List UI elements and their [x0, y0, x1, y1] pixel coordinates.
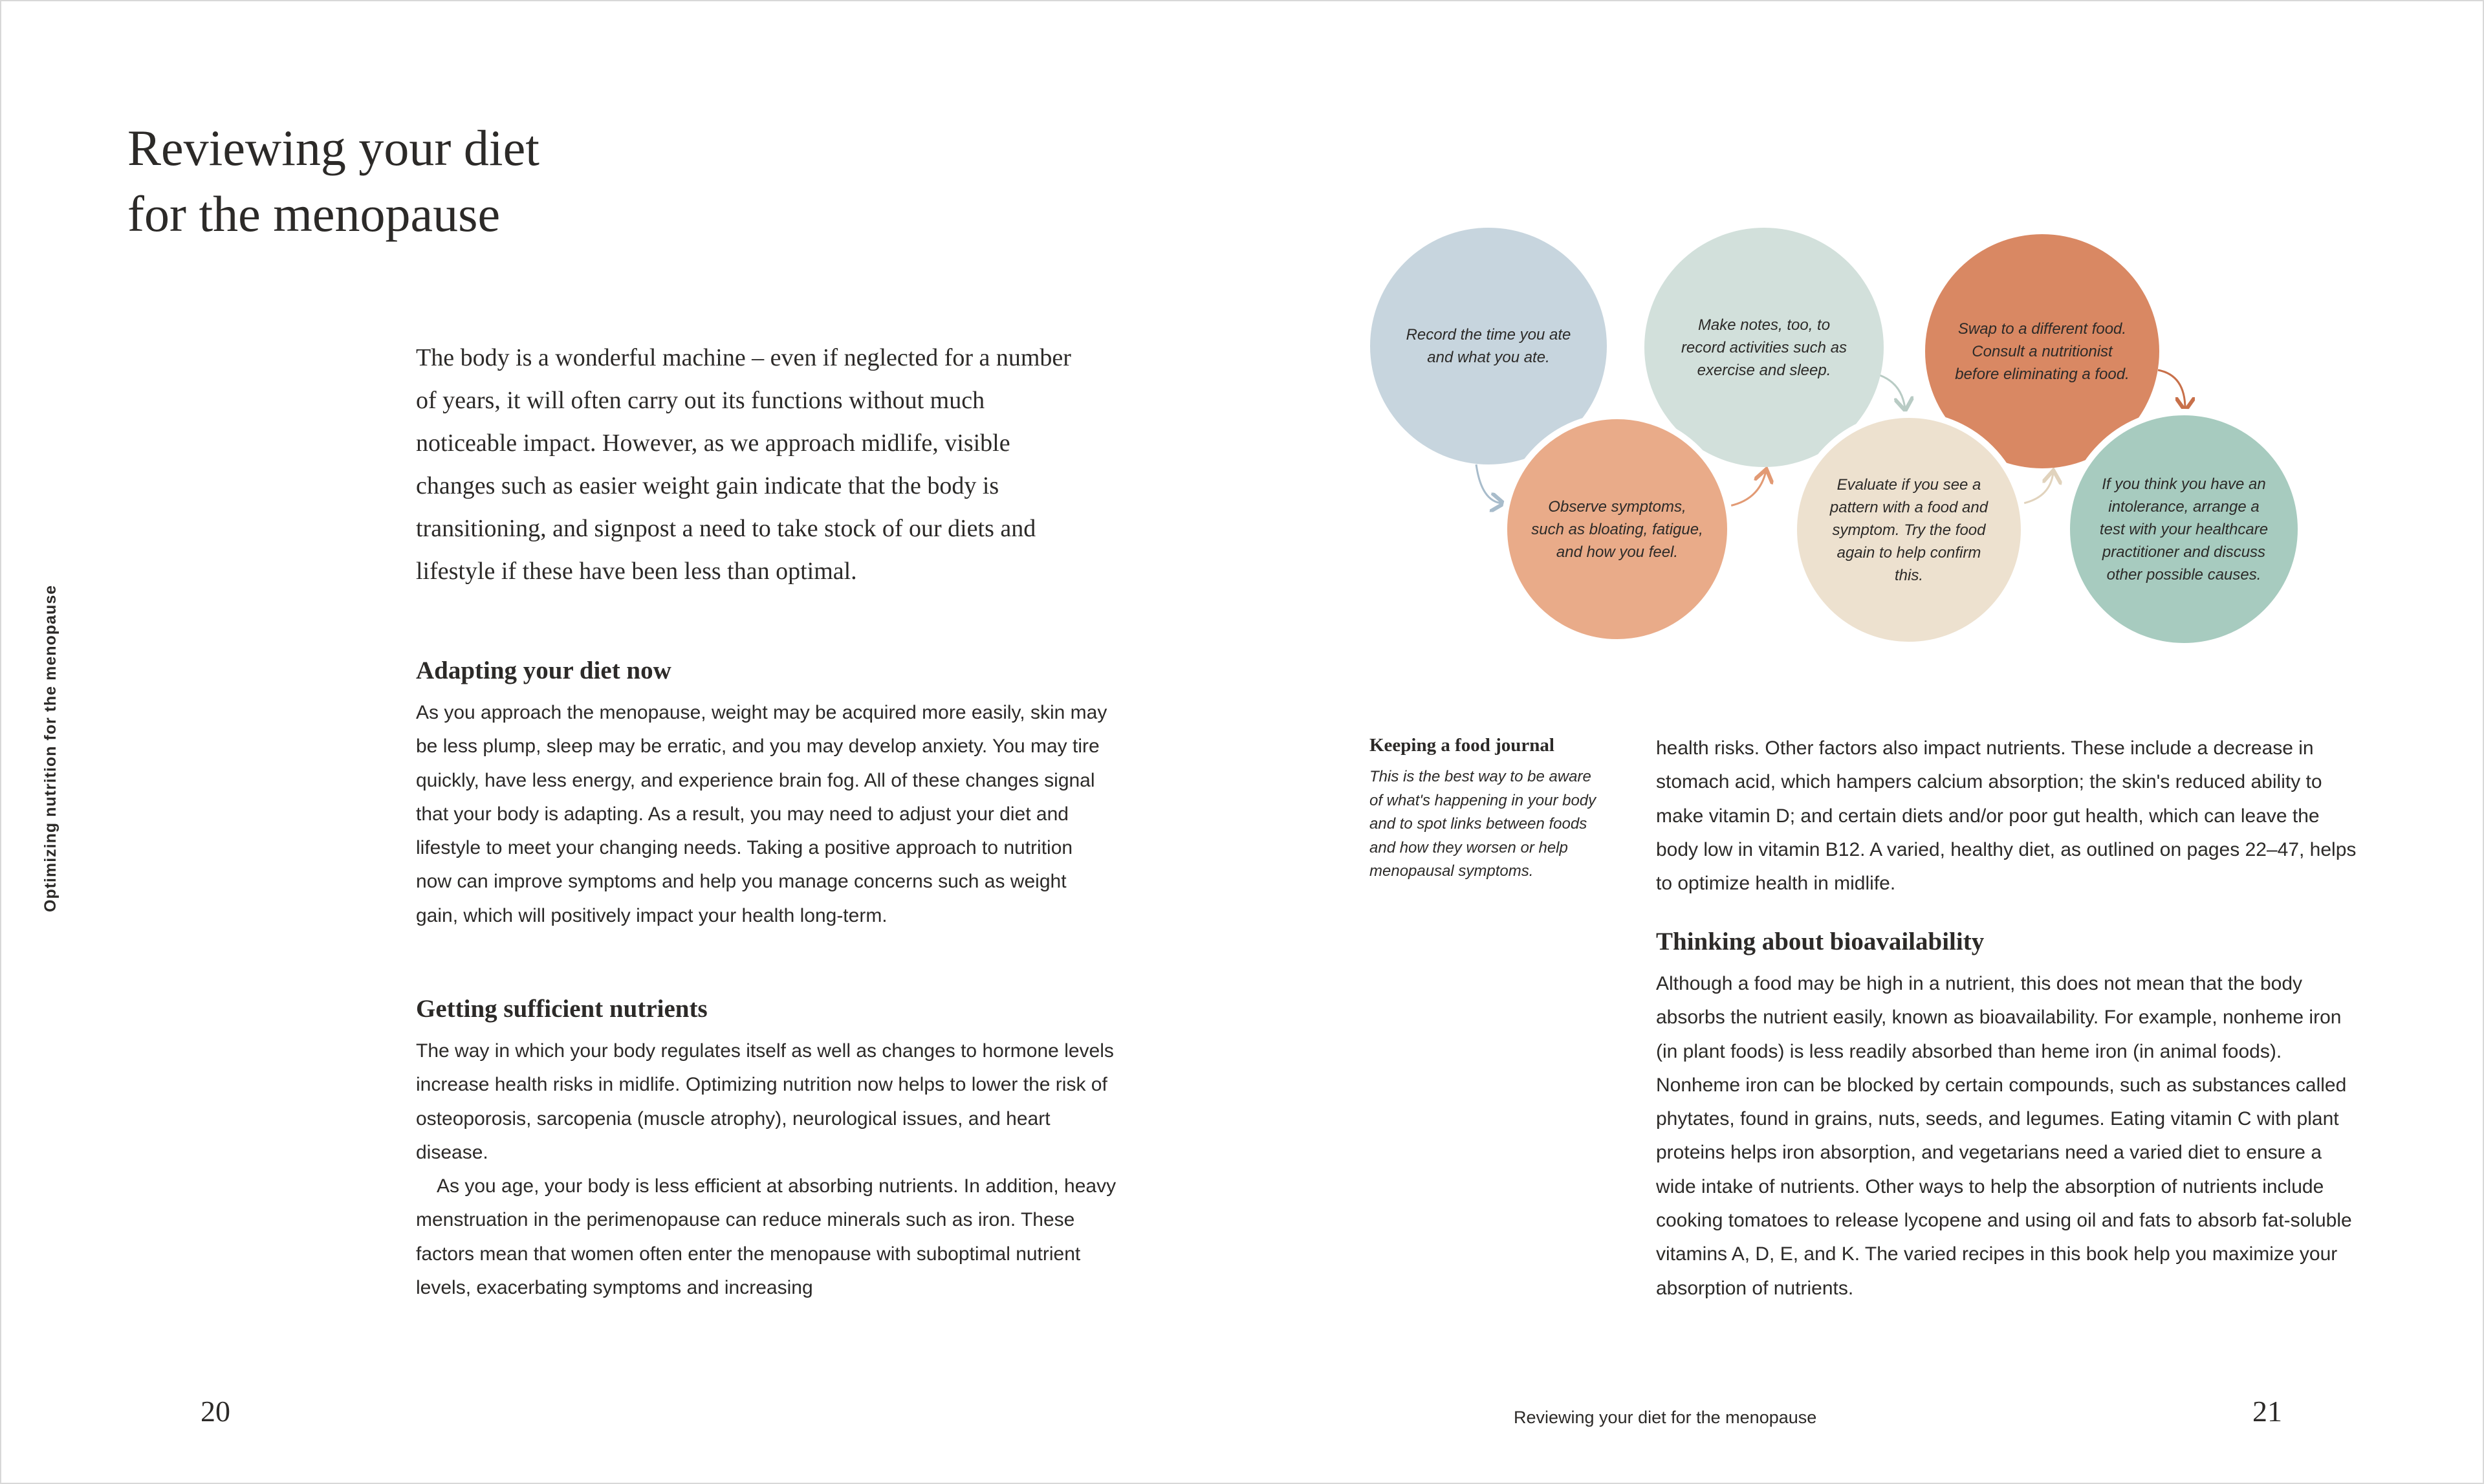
arrow-5-to-6 — [2158, 370, 2185, 409]
text-continuation: health risks. Other factors also impact nutrients. These include a decrease in stomach acid, which hampers calcium absorption; the skin's reduced ability to make vitamin D; and certain diets and/or poor gut health, which can leave the body low in vitamin B12. A varied, healthy diet, as outlined on pages 22–47, helps to optimize health in midlife. — [1656, 737, 2357, 895]
page-number-left: 20 — [201, 1395, 230, 1428]
arrow-4-to-5 — [2023, 472, 2053, 503]
title-line-1: Reviewing your diet — [127, 120, 539, 176]
caption-text: This is the best way to be aware of what's happening in your body and to spot links between foods and how they worsen or help menopausal symptoms. — [1369, 768, 1596, 880]
step-bubble-6 — [2064, 409, 2304, 649]
arrow-3-to-4 — [1876, 374, 1905, 409]
heading-bioavailability: Thinking about bioavailability — [1656, 928, 1985, 955]
heading-nutrients: Getting sufficient nutrients — [416, 995, 708, 1023]
title-line-2: for the menopause — [127, 186, 501, 242]
running-footer-title: Reviewing your diet for the menopause — [1514, 1408, 1817, 1427]
intro-paragraph: The body is a wonderful machine – even if neglected for a number of years, it will often carry out its functions without much noticeable impact. However, as we approach midlife, visible changes such as easier weight gain indicate that the body is transitioning, and signpost a need to take stock of our diets and lifestyle if these have been less than optimal. — [416, 344, 1071, 585]
section-nutrients — [416, 993, 1121, 1305]
page-number-right: 21 — [2252, 1395, 2282, 1428]
text-bioavailability: Although a food may be high in a nutrient, this does not mean that the body absorbs the nutrient easily, known as bioavailability. For example, nonheme iron (in plant foods) is less readily absorbed than heme iron (in animal foods). Nonheme iron can be blocked by certain compounds, such as substances called phytates, found in grains, nuts, seeds, and legumes. Eating vitamin C with plant proteins helps iron absorption, and vegetarians need a varied diet to ensure a wide intake of nutrients. Other ways to help the absorption of nutrients include cooking tomatoes to release lycopene and using oil and fats to absorb fat-soluble vitamins A, D, E, and K. The varied recipes in this book help you maximize your absorption of nutrients. — [1656, 973, 2352, 1299]
text-nutrients-2: As you age, your body is less efficient at absorbing nutrients. In addition, heavy menstruation in the perimenopause can reduce minerals such as iron. These factors mean that women often enter the menopause with suboptimal nutrient levels, exacerbating symptoms and increasing — [416, 1175, 1117, 1299]
step-5-text: Swap to a different food. Consult a nutritionist before eliminating a food. — [1955, 320, 2130, 383]
step-3-text: Make notes, too, to record activities such as exercise and sleep. — [1681, 316, 1847, 379]
step-6-text: If you think you have an intolerance, arrange a test with your healthcare practitioner and discuss other possible causes. — [2099, 475, 2269, 584]
step-bubble-2 — [1501, 413, 1734, 646]
arrow-2-to-3 — [1730, 471, 1766, 506]
text-adapting: As you approach the menopause, weight may be acquired more easily, skin may be less plump, sleep may be erratic, and you may develop anxiety. You may tire quickly, have less energy, and experience brain fog. All of these changes signal that your body is adapting. As a result, you may need to adjust your diet and lifestyle to meet your changing needs. Taking a positive approach to nutrition now can improve symptoms and help you manage concerns such as weight gain, which will positively impact your health long-term. — [416, 702, 1107, 926]
section-bioavailability — [1656, 926, 2361, 1305]
heading-adapting: Adapting your diet now — [416, 657, 671, 684]
step-4-text: Evaluate if you see a pattern with a food and symptom. Try the food again to help confirm this. — [1829, 475, 1988, 584]
sidebar-chapter-label: Optimizing nutrition for the menopause — [41, 584, 60, 912]
caption-title: Keeping a food journal — [1369, 735, 1554, 756]
step-bubble-4 — [1791, 411, 2027, 648]
step-1-text: Record the time you ate and what you ate. — [1406, 326, 1571, 366]
text-nutrients-1: The way in which your body regulates itself as well as changes to hormone levels increase health risks in midlife. Optimizing nutrition now helps to lower the risk of osteoporosis, sarcopenia (muscle atrophy), neurological issues, and heart disease. — [416, 1040, 1114, 1163]
step-2-text: Observe symptoms, such as bloating, fatigue, and how you feel. — [1531, 497, 1703, 561]
arrow-1-to-2 — [1476, 464, 1502, 503]
